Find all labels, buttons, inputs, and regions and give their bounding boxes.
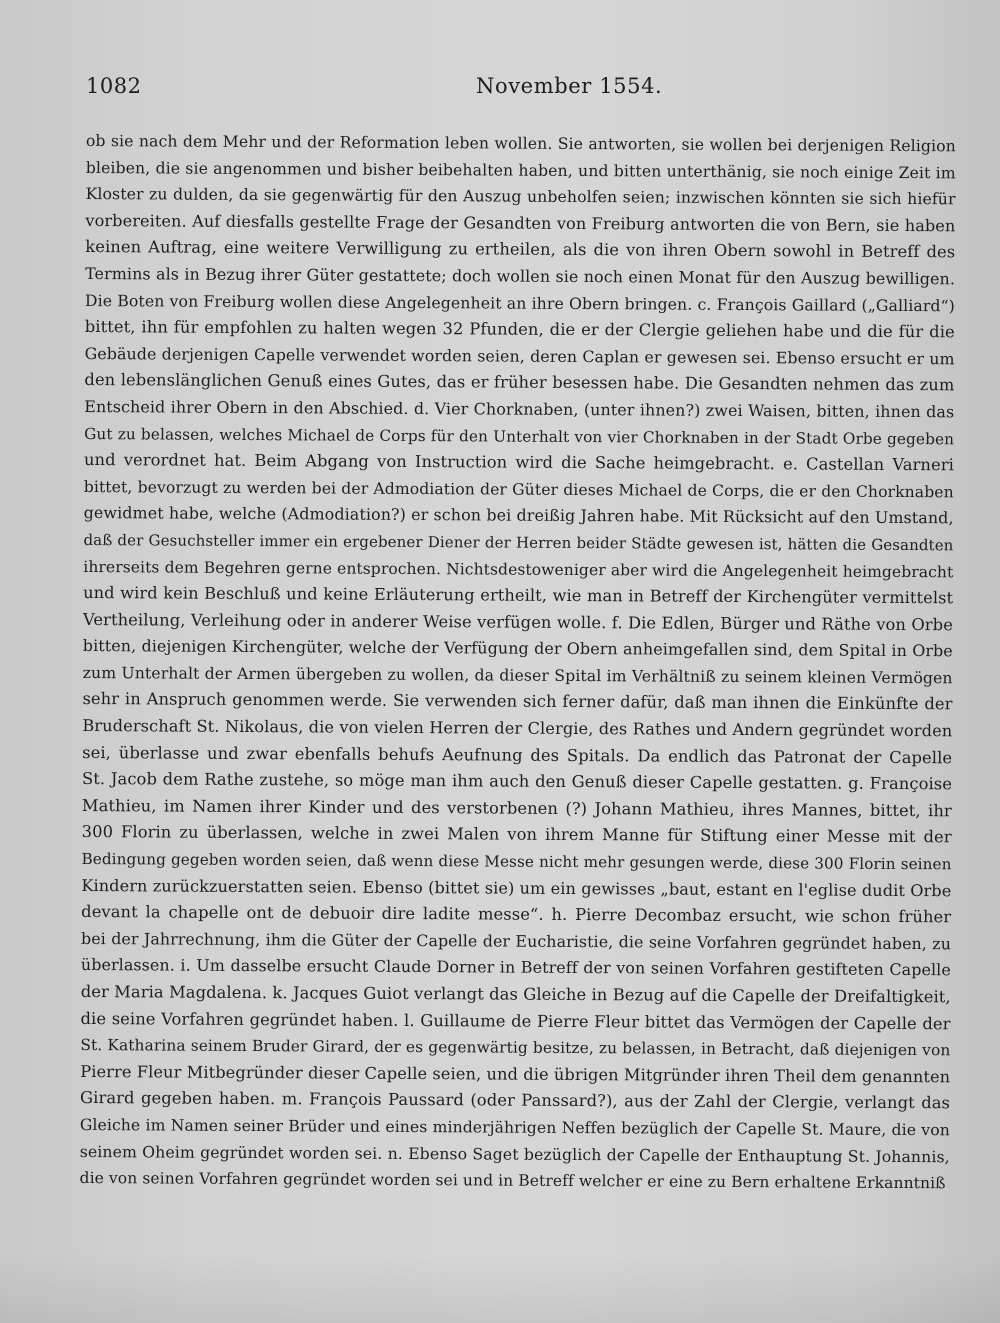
text-line: und verordnet hat. Beim Abgang von Instruction wird die Sache heimgebracht. e. Castellan Varneri xyxy=(83,450,955,475)
text-line: Kloster zu dulden, da sie gegenwärtig für den Auszug unbeholfen seien; inzwischen könnten sie sich hiefür xyxy=(85,184,956,209)
text-line: zum Unterhalt der Armen übergeben zu wollen, da dieser Spital im Verhältniß zu seinem kleinen Vermögen xyxy=(82,662,953,688)
text-line: der Maria Magdalena. k. Jacques Guiot verlangt das Gleiche in Bezug auf die Capelle der Dreifaltigkeit, xyxy=(80,981,951,1007)
text-line: Kindern zurückzuerstatten seien. Ebenso (bittet sie) um ein gewisses „baut, estant en l'eglise dudit Orbe xyxy=(81,875,952,900)
text-line: Bedingung gegeben worden seien, daß wenn diese Messe nicht mehr gesungen werde, diese 300 Florin seinen xyxy=(81,850,952,874)
text-line: vorbereiten. Auf diesfalls gestellte Frage der Gesandten von Freiburg antworten die von Bern, sie haben xyxy=(85,210,956,236)
text-line: seinem Oheim gegründet worden sei. n. Ebenso Saget bezüglich der Capelle der Enthauptung St. Johannis, xyxy=(79,1141,950,1166)
text-line: Bruderschaft St. Nikolaus, die von vielen Herren der Clergie, des Rathes und Andern gegründet worden xyxy=(82,716,953,741)
text-line: überlassen. i. Um dasselbe ersucht Claude Dorner in Betreff der von seinen Vorfahren gestifteten Capelle xyxy=(80,955,951,980)
text-line: St. Jacob dem Rathe zustehe, so möge man ihm auch den Genuß dieser Capelle gestatten. g. Françoise xyxy=(81,769,953,794)
text-line: Girard gegeben haben. m. François Paussard (oder Panssard?), aus der Zahl der Clergie, verlangt das xyxy=(80,1088,951,1113)
text-line: devant la chapelle ont de debuoir dire ladite messe“. h. Pierre Decombaz ersucht, wie schon früher xyxy=(81,902,952,927)
text-line: ihrerseits dem Begehren gerne entsprochen. Nichtsdestoweniger aber wird die Angelegenheit heimgebracht xyxy=(83,557,954,581)
text-line: St. Katharina seinem Bruder Girard, der es gegenwärtig besitze, zu belassen, in Betracht, daß diejenigen von xyxy=(80,1036,951,1060)
text-line: daß der Gesuchsteller immer ein ergebener Diener der Herren beider Städte gewesen ist, hätten die Gesandten xyxy=(83,530,954,555)
text-line: 300 Florin zu überlassen, welche in zwei Malen von ihrem Manne für Stiftung einer Messe mit der xyxy=(81,822,952,847)
text-line: sehr in Anspruch genommen werde. Sie verwenden sich ferner dafür, daß man ihnen die Einkünfte der xyxy=(82,689,953,714)
text-line: Mathieu, im Namen ihrer Kinder und des verstorbenen (?) Johann Mathieu, ihres Mannes, bittet, ihr xyxy=(81,795,952,821)
text-line: Gut zu belassen, welches Michael de Corps für den Unterhalt von vier Chorknaben in der Stadt Orbe gegeben xyxy=(84,424,955,448)
text-line: bittet, bevorzugt zu werden bei der Admodiation der Güter dieses Michael de Corps, die er den Chorknaben xyxy=(83,477,954,502)
text-line: Die Boten von Freiburg wollen diese Angelegenheit an ihre Obern bringen. c. François Gaillard („Galliard“) xyxy=(84,290,955,315)
text-line: Vertheilung, Verleihung oder in anderer Weise verfügen wolle. f. Die Edlen, Bürger und Räthe von Orbe xyxy=(82,609,954,634)
text-line: bei der Jahrrechnung, ihm die Güter der Capelle der Eucharistie, die seine Vorfahren gegründet haben, zu xyxy=(80,928,952,954)
text-line: Pierre Fleur Mitbegründer dieser Capelle seien, und die übrigen Mitgründer ihren Theil dem genannten xyxy=(80,1061,951,1087)
body-text xyxy=(80,128,956,1197)
text-line: die von seinen Vorfahren gegründet worden sei und in Betreff welcher er eine zu Bern erhaltene Erkanntniß xyxy=(79,1169,946,1193)
text-line: den lebenslänglichen Genuß eines Gutes, das er früher besessen habe. Die Gesandten nehmen das zum xyxy=(84,370,955,395)
text-line: bittet, ihn für empfohlen zu halten wegen 32 Pfunden, die er der Clergie geliehen habe und die für die xyxy=(84,317,955,342)
page-number: 1082 xyxy=(86,74,142,98)
text-line: Entscheid ihrer Obern in den Abschied. d. Vier Chorknaben, (unter ihnen?) zwei Waisen, bitten, ihnen das xyxy=(84,396,955,422)
text-line: Gleiche im Namen seiner Brüder und eines minderjährigen Neffen bezüglich der Capelle St. Maure, die von xyxy=(79,1115,950,1140)
text-line: Gebäude derjenigen Capelle verwendet worden seien, deren Caplan er gewesen sei. Ebenso ersucht er um xyxy=(84,343,955,369)
text-line: bitten, diejenigen Kirchengüter, welche der Verfügung der Obern anheimgefallen sind, dem Spital in Orbe xyxy=(82,636,953,661)
text-line: gewidmet habe, welche (Admodiation?) er schon bei dreißig Jahren habe. Mit Rücksicht auf den Umstand, xyxy=(83,503,954,528)
text-line: und wird kein Beschluß und keine Erläuterung ertheilt, wie man in Betreff der Kirchengüter vermittelst xyxy=(83,583,954,608)
running-head: November 1554. xyxy=(476,74,663,98)
page-header xyxy=(86,74,940,108)
text-line: sei, überlasse und zwar ebenfalls behufs Aeufnung des Spitals. Da endlich das Patronat der Capelle xyxy=(82,742,953,767)
text-line: ob sie nach dem Mehr und der Reformation leben wollen. Sie antworten, sie wollen bei derjenigen Religion xyxy=(85,130,956,156)
text-line: bleiben, die sie angenommen und bisher beibehalten haben, und bitten unterthänig, sie noch einige Zeit im xyxy=(85,157,956,182)
text-line: Termins als in Bezug ihrer Güter gestattete; doch wollen sie noch einen Monat für den Auszug bewilligen. xyxy=(85,263,956,289)
text-line: die seine Vorfahren gegründet haben. l. Guillaume de Pierre Fleur bittet das Vermögen der Capelle der xyxy=(80,1008,951,1033)
text-line: keinen Auftrag, eine weitere Verwilligung zu ertheilen, als die von ihren Obern sowohl in Betreff des xyxy=(85,237,956,262)
